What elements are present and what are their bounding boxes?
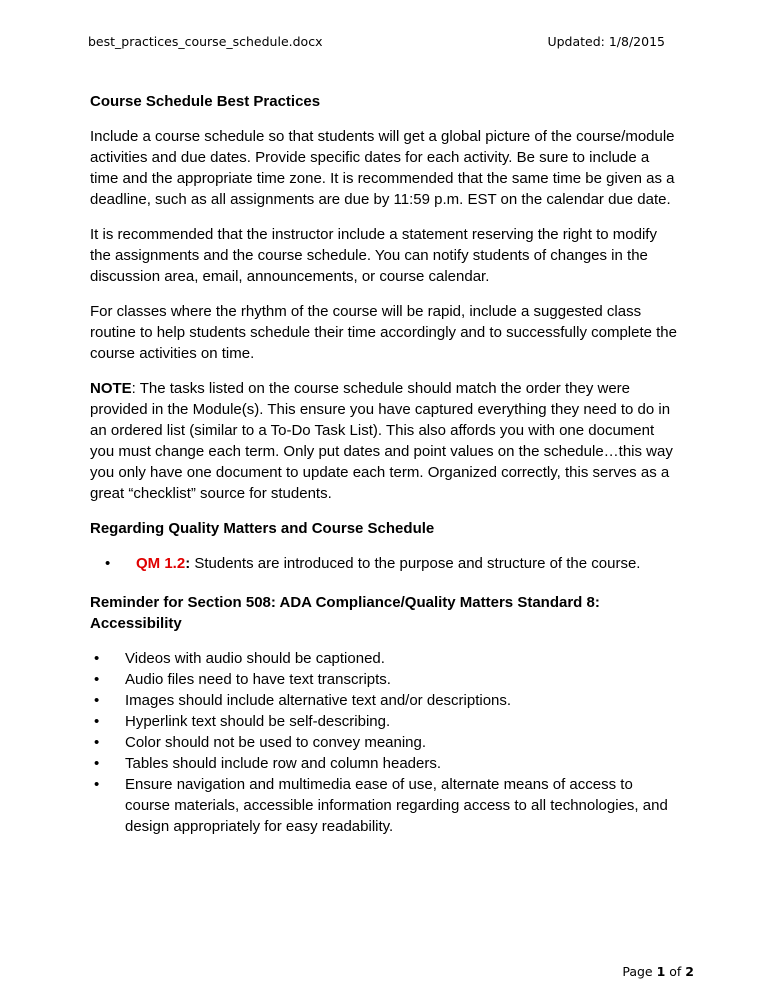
ada-section-heading: Reminder for Section 508: ADA Compliance/Quality Matters Standard 8: Accessibility — [90, 594, 600, 632]
ada-item-hyperlink-text: • Hyperlink text should be self-describing. — [85, 711, 680, 732]
ada-item-image-alt-text: • Images should include alternative text and/or descriptions. — [85, 690, 680, 711]
paragraph-class-routine: For classes where the rhythm of the course will be rapid, include a suggested class routine to help students schedule their time accordingly and to successfully complete the course activities on time. — [90, 303, 677, 362]
paragraph-intro: Include a course schedule so that students will get a global picture of the course/module activities and due dates. Provide specific dates for each activity. Be sure to include a time and the appropriate time zone. It is recommended that the same time be given as a deadline, such as all assignments are due by 11:59 p.m. EST on the calendar due date. — [90, 128, 675, 208]
ada-item-color-meaning: • Color should not be used to convey meaning. — [85, 732, 680, 753]
page-number-footer — [622, 964, 694, 979]
ada-item-audio-transcripts: • Audio files need to have text transcripts. — [85, 669, 680, 690]
note-paragraph — [90, 378, 680, 504]
header-updated-date: Updated: 1/8/2015 — [547, 34, 665, 49]
note-label: NOTE — [90, 380, 132, 397]
qm-section-heading: Regarding Quality Matters and Course Schedule — [90, 520, 435, 537]
ada-item-table-headers: • Tables should include row and column headers. — [85, 753, 680, 774]
document-title: Course Schedule Best Practices — [90, 93, 321, 110]
header-filename: best_practices_course_schedule.docx — [88, 34, 323, 49]
ada-checklist — [90, 648, 680, 837]
ada-item-navigation-multimedia: • Ensure navigation and multimedia ease of use, alternate means of access to course materials, accessible information regarding access to all technologies, and design appropriately for easy readability. — [85, 774, 680, 837]
total-page-count: 2 — [685, 964, 694, 979]
note-text: : The tasks listed on the course schedule should match the order they were provided in the Module(s). This ensure you have captured everything they need to do in an ordered list (similar to a To-Do Task List). This also affords you with one document you must change each term. Only put dates and point values on the schedule…this way you only have one document to update each term. Organized correctly, this serves as a great “checklist” source for students. — [90, 380, 673, 502]
qm-item-text: Students are introduced to the purpose and structure of the course. — [190, 555, 641, 572]
page-prefix: Page — [622, 964, 657, 979]
qm-list — [90, 553, 680, 574]
paragraph-modify-rights: It is recommended that the instructor include a statement reserving the right to modify the assignments and the course schedule. You can notify students of changes in the discussion area, email, announcements, or course calendar. — [90, 226, 657, 285]
qm-colon: : — [185, 555, 191, 572]
qm-list-item — [90, 553, 680, 574]
ada-item-video-captions: • Videos with audio should be captioned. — [85, 648, 680, 669]
qm-standard-code: QM 1.2 — [136, 555, 186, 572]
page-separator: of — [665, 964, 686, 979]
current-page-number: 1 — [656, 964, 666, 979]
document-body — [90, 91, 680, 837]
